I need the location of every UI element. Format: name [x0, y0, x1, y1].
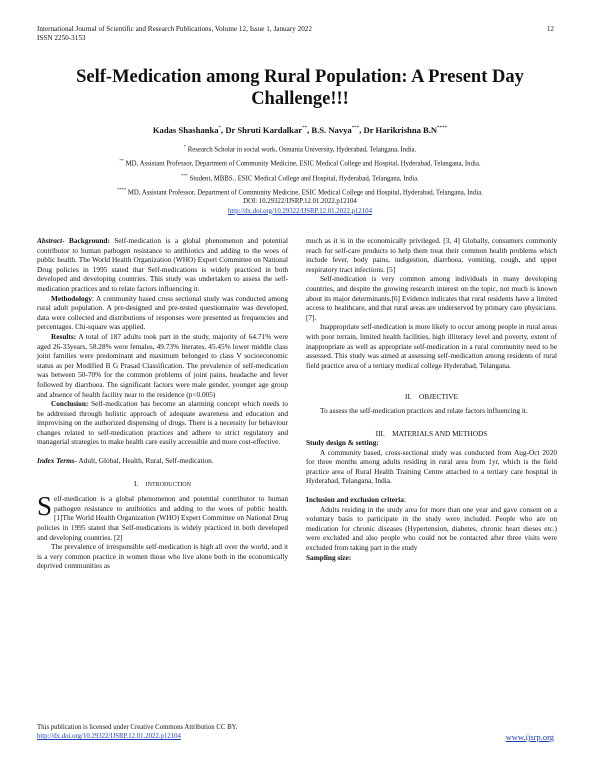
methodology-label: Methodology	[51, 293, 92, 303]
affiliation-line	[40, 155, 560, 169]
doi-label: DOI: 10.29322/IJSRP.12.01.2022.p12104	[243, 198, 357, 205]
author-sep: ,	[307, 125, 312, 135]
section-heading-introduction	[37, 479, 288, 491]
intro-paragraph-4: Inappropriate self-medication is more likely to occur among people in rural areas with poor terrain, limited health facilities, high illiteracy level and poverty, extent of inappropriate as well as appropriate self-medication in a rural community need to be assessed. This study was aimed at assessing self-medication among residents of rural field practice area of a tertiary medical college Hyderabad, Telangana.	[306, 322, 557, 370]
affiliation-mark: ***	[181, 172, 188, 178]
background-label: - Background:	[62, 236, 110, 245]
affiliation-mark: *	[183, 144, 187, 149]
index-terms	[37, 456, 288, 466]
conclusion-text: Self-medication has become an alarming concept which needs to be addressed through holistic approach of adequate awareness and education and improvising on the authorized dispensing of drugs. There is a necessity for behaviour changes related to self-medication practices and adhere to strict regulatory and managerial strategies to make health care easily accessible and more cost-effective.	[37, 399, 288, 447]
results-label: Results:	[51, 331, 77, 341]
author-name: Kadas Shashanka	[152, 125, 219, 135]
doi-link[interactable]: http://dx.doi.org/10.29322/IJSRP.12.01.2022.p12104	[228, 207, 372, 215]
doi-block	[40, 197, 560, 216]
subheading-study-design: Study design & setting:	[306, 438, 379, 448]
journal-line: International Journal of Scientific and Research Publications, Volume 12, Issue 1, January 2022	[37, 25, 312, 33]
methodology-text: : A community based cross sectional study was conducted among rural adult population. A pre-designed and pre-tested questionnaire was developed, data were collected and distributions of responses were presented as frequencies and percentages. Chi-square was applied.	[37, 293, 288, 332]
author-list	[40, 125, 560, 135]
right-column	[306, 236, 557, 562]
paper-title: Self-Medication among Rural Population: A Present Day Challenge!!!	[76, 67, 524, 109]
section-heading-methods: III. MATERIALS AND METHODS	[375, 428, 488, 438]
subheading-sampling: Sampling size:	[306, 552, 352, 562]
author-mark: ***	[351, 126, 360, 132]
journal-website-link[interactable]: www.ijsrp.org	[505, 732, 554, 742]
drop-cap: S	[37, 491, 53, 522]
inclusion-colon: :	[403, 495, 406, 505]
author-name: B.S. Navya	[311, 125, 352, 135]
affiliation-line	[40, 141, 560, 155]
objective-text: To assess the self-medication practices and relate factors influencing it.	[320, 405, 528, 415]
author-sep: ,	[221, 125, 226, 135]
abstract-methodology	[37, 294, 288, 332]
results-text: A total of 187 adults took part in the study, majority of 64.71% were aged 26-33years, 58.28% were females, 49.73% literates, 45.45% lower middle class joint families were predominant and maximum belonged to class V socioeconomic status as per Modified B G Prasad Classification. The prevalence of self-medication was between 50-70% for the common problems of joint pains, headache and fever followed by diarrhoea. The significant factors were male gender, younger age group and absence of health facility near to the residence (p<0.005)	[37, 331, 288, 399]
index-terms-text: - Adult, Global, Health, Rural, Self-medication.	[74, 456, 214, 466]
affiliation-line	[40, 170, 560, 184]
footer-license	[37, 723, 237, 741]
section-title: INTRODUCTION	[145, 481, 191, 488]
author-mark: ****	[437, 126, 448, 132]
abstract-results	[37, 332, 288, 399]
author-name: Dr Harikrishna B.N	[363, 125, 438, 135]
affiliation-mark: **	[119, 158, 124, 164]
conclusion-label: Conclusion:	[51, 399, 89, 409]
license-text: This publication is licensed under Creative Commons Attribution CC BY.	[37, 724, 238, 731]
intro-text-1: elf-medication is a global phenomenon and potential contributor to human pathogen resistance to antibiotics and adding to the woes of public health. [1]The World Health Organization (WHO) Expert Committee on National Drug policies in 1995 stated that Self-medications is widely practiced in both developed and developing countries. [2]	[37, 494, 288, 542]
intro-paragraph-2: The prevalence of irresponsible self-medication is high all over the world, and it is a very common practice in women those who live alone both in the economically deprived communities as	[37, 542, 288, 571]
affiliation-text: Student, MBBS., ESIC Medical College and Hospital, Hyderabad, Telangana, India.	[189, 174, 419, 182]
section-heading-objective: II. OBJECTIVE	[405, 392, 458, 402]
affiliation-text: Research Scholar in social work, Osmania University, Hyderabad, Telangana, India.	[187, 146, 417, 154]
author-mark: *	[218, 126, 222, 132]
affiliation-text: MD, Assistant Professor, Department of Community Medicine, ESIC Medical College and Hospital, Hyderabad, Telangana, India.	[125, 160, 481, 168]
affiliation-text: MD, Assistant Professor, Department of Community Medicine, ESIC Medical College and Hospital, Hyderabad, Telangana, India.	[127, 189, 483, 197]
abstract-conclusion	[37, 399, 288, 447]
footer-doi-link[interactable]: http://dx.doi.org/10.29322/IJSRP.12.01.2022.p12104	[37, 733, 181, 741]
intro-paragraph-continued: much as it is in the economically privileged. [3, 4] Globally, consumers commonly reach for self-care products to help them treat their common health problems which include fever, body pains, indigestion, diarrhoea, vomiting, cough, and upper respiratory tract infections. [5]	[306, 236, 557, 274]
affiliation-mark: ****	[117, 187, 127, 193]
study-design-text: A community based, cross-sectional study was conducted from Aug-Oct 2020 for three months among adults residing in rural area from 1yr, which is the field practice area of Rural Health Training Centre attached to a tertiary care hospital in Hyderabad, Telangana, India.	[306, 447, 557, 486]
intro-paragraph-3: Self-medication is very common among individuals in many developing countries, and despite the growing research interest on the topic, not much is known about its major determinants.[6] Evidence indicates that rural residents have a limited access to healthcare, and that rural areas are underserved by primary care physicians.[7].	[306, 274, 557, 322]
affiliations	[40, 141, 560, 198]
left-column	[37, 236, 288, 571]
page-number: 12	[546, 25, 554, 33]
index-terms-label: Index Terms	[37, 456, 75, 466]
inclusion-heading: Inclusion and exclusion criteria	[306, 495, 404, 505]
abstract-background	[37, 236, 288, 294]
author-mark: **	[302, 126, 308, 132]
abstract-lead: Abstract	[37, 236, 63, 245]
author-sep: ,	[359, 125, 364, 135]
inclusion-text: Adults residing in the study area for more than one year and gave consent on a voluntary basis to participate in the study were included. People who are on medication for chronic diseases (Hypertension, diabetes, chronic heart dieses etc.) were excluded and also people who could not be contacted after three visits were excluded from taking part in the study	[306, 504, 557, 553]
intro-paragraph-1	[37, 491, 288, 542]
subheading-inclusion	[306, 495, 557, 505]
background-text: Self-medication is a global phenomenon and potential contributor to human pathogen resistance to antibiotics and adding to the woes of public health. The World Health Organization (WHO) Expert Committee on National Drug policies in 1995 stated that Self-medications is widely practiced in both developed and developing countries. This study was undertaken to assess the self-medication practices and to relate factors influencing it.	[37, 236, 289, 293]
journal-header	[37, 25, 312, 43]
author-name: Dr Shruti Kardalkar	[225, 125, 303, 135]
section-numeral: I.	[134, 478, 139, 488]
issn: ISSN 2250-3153	[37, 34, 86, 42]
